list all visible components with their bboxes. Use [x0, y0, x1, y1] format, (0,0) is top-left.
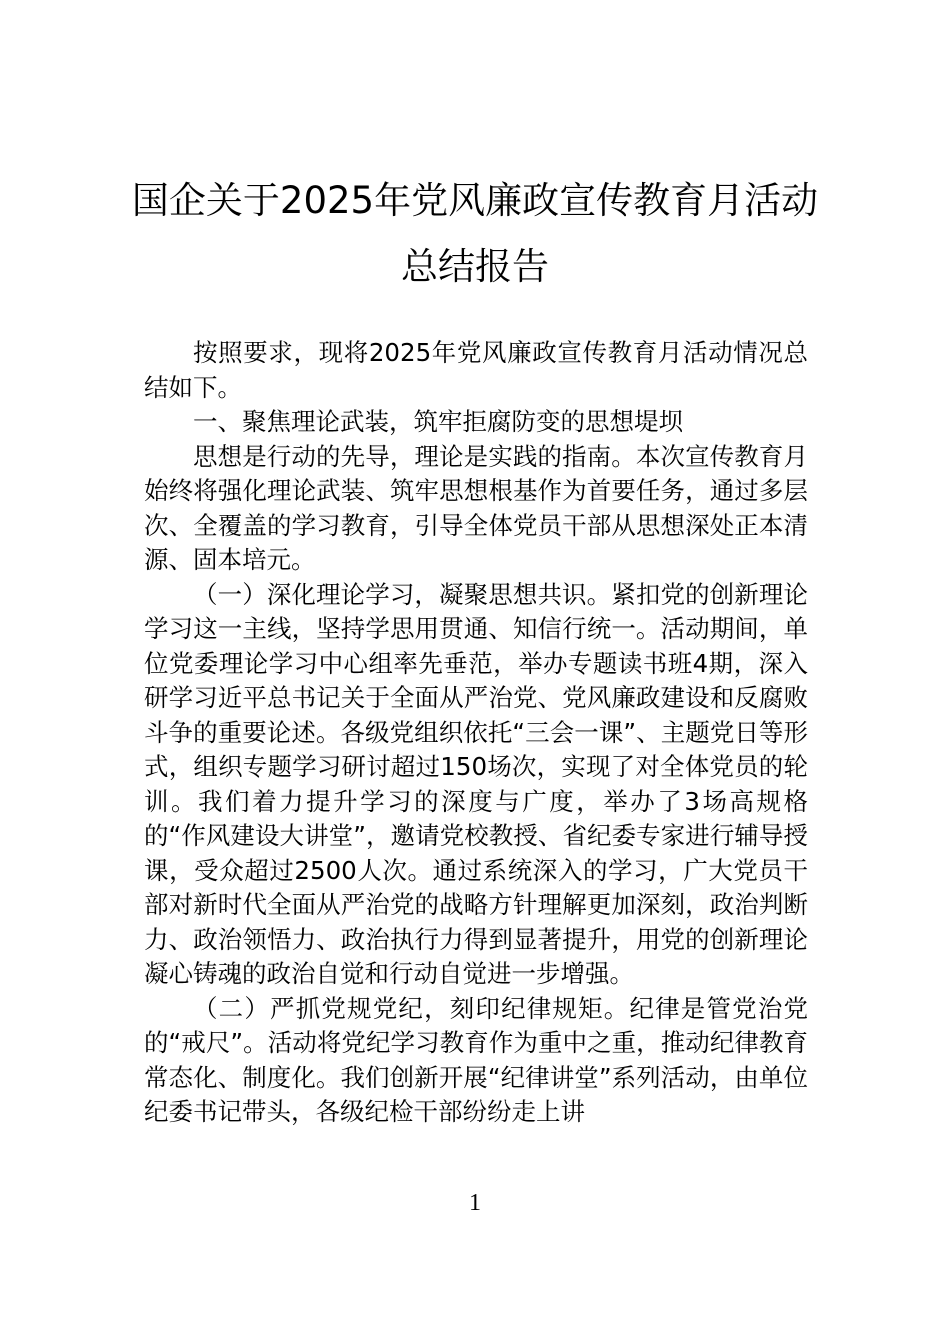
document-title	[120, 168, 830, 300]
section-1-paragraph: 思想是行动的先导，理论是实践的指南。本次宣传教育月始终将强化理论武装、筑牢思想根基作为首要任务，通过多层次、全覆盖的学习教育，引导全体党员干部从思想深处正本清源、固本培元。	[144, 441, 808, 574]
intro-paragraph: 按照要求，现将2025年党风廉政宣传教育月活动情况总结如下。	[144, 338, 808, 402]
title-line-2: 总结报告	[401, 245, 549, 288]
subsection-2-paragraph: （二）严抓党规党纪，刻印纪律规矩。纪律是管党治党的“戒尺”。活动将党纪学习教育作为重中之重，推动纪律教育常态化、制度化。我们创新开展“纪律讲堂”系列活动，由单位纪委书记带头，各级纪检干部纷纷走上讲	[144, 993, 808, 1126]
document-body	[144, 336, 808, 1130]
title-line-1: 国企关于2025年党风廉政宣传教育月活动	[131, 179, 819, 222]
section-heading-1: 一、聚焦理论武装，筑牢拒腐防变的思想堤坝	[193, 407, 683, 436]
page-number: 1	[469, 1190, 481, 1216]
subsection-1-paragraph: （一）深化理论学习，凝聚思想共识。紧扣党的创新理论学习这一主线，坚持学思用贯通、知信行统一。活动期间，单位党委理论学习中心组率先垂范，举办专题读书班4期，深入研学习近平总书记关于全面从严治党、党风廉政建设和反腐败斗争的重要论述。各级党组织依托“三会一课”、主题党日等形式，组织专题学习研讨超过150场次，实现了对全体党员的轮训。我们着力提升学习的深度与广度，举办了3场高规格的“作风建设大讲堂”，邀请党校教授、省纪委专家进行辅导授课，受众超过2500人次。通过系统深入的学习，广大党员干部对新时代全面从严治党的战略方针理解更加深刻，政治判断力、政治领悟力、政治执行力得到显著提升，用党的创新理论凝心铸魂的政治自觉和行动自觉进一步增强。	[144, 579, 808, 988]
